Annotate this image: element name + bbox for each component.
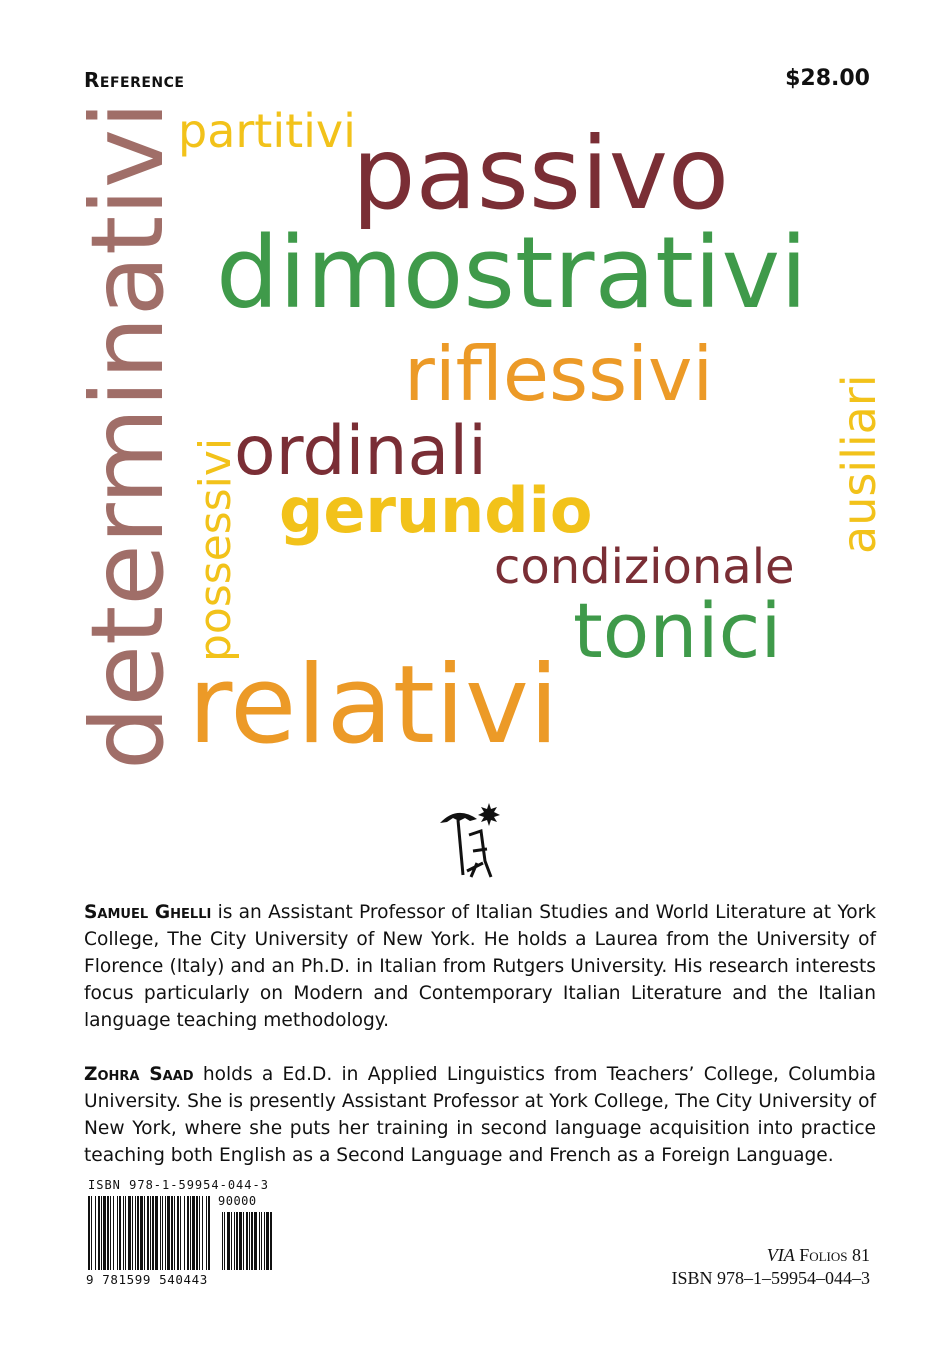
bio-samuel-ghelli — [84, 899, 876, 1034]
bio-zohra-saad — [84, 1061, 876, 1169]
barcode-supplement-bar — [224, 1212, 225, 1270]
word-ordinali: ordinali — [234, 412, 487, 491]
barcode-bar — [140, 1196, 143, 1270]
word-relativi: relativi — [188, 643, 559, 768]
barcode-bar — [174, 1196, 175, 1270]
barcode-bar — [192, 1196, 195, 1270]
barcode-bar — [187, 1196, 189, 1270]
series-via: VIA — [766, 1245, 795, 1265]
barcode-supplement-bar — [236, 1212, 238, 1270]
barcode-supplement-bar — [261, 1212, 262, 1270]
word-possessivi: possessivi — [190, 437, 241, 662]
barcode-bar — [95, 1196, 96, 1270]
word-determinativi: determinativi — [69, 101, 186, 770]
barcode-bar — [152, 1196, 154, 1270]
barcode-supplement-bar — [251, 1212, 253, 1270]
barcode-supplement-bar — [249, 1212, 250, 1270]
price-label: $28.00 — [785, 66, 870, 91]
series-number: 81 — [852, 1245, 870, 1265]
barcode-ean-digits: 9 781599 540443 — [86, 1272, 208, 1287]
barcode-bar — [132, 1196, 133, 1270]
barcode-bar — [117, 1196, 118, 1270]
barcode-bar — [150, 1196, 151, 1270]
barcode-bar — [155, 1196, 158, 1270]
barcode-supplement-bar — [222, 1212, 223, 1270]
barcode-bar — [91, 1196, 92, 1270]
author-name: Samuel Ghelli — [84, 902, 212, 923]
barcode-bar — [107, 1196, 109, 1270]
barcode-bar — [101, 1196, 102, 1270]
barcode-bar — [98, 1196, 100, 1270]
beach-umbrella-chair-logo — [437, 801, 501, 879]
barcode-supplement-bar — [270, 1212, 272, 1270]
barcode-bar — [171, 1196, 173, 1270]
barcode-supplement-bar — [243, 1212, 244, 1270]
barcode-supplement-bar — [239, 1212, 242, 1270]
barcode-supplement-bar — [231, 1212, 232, 1270]
barcode-bar — [199, 1196, 200, 1270]
word-dimostrativi: dimostrativi — [216, 216, 808, 331]
word-gerundio: gerundio — [279, 474, 593, 547]
chair-icon — [467, 831, 491, 877]
barcode-supplement-bar — [264, 1212, 265, 1270]
barcode-bar — [144, 1196, 145, 1270]
barcode-bar — [88, 1196, 90, 1270]
barcode — [88, 1196, 274, 1274]
barcode-supplement-bar — [227, 1212, 230, 1270]
word-ausiliari: ausiliari — [832, 374, 886, 554]
barcode-isbn-label: ISBN 978-1-59954-044-3 — [88, 1178, 269, 1192]
barcode-bar — [202, 1196, 203, 1270]
word-tonici: tonici — [573, 586, 782, 675]
barcode-supplement-bar — [254, 1212, 257, 1270]
barcode-bar — [162, 1196, 163, 1270]
word-partitivi: partitivi — [178, 104, 356, 158]
word-riflessivi: riflessivi — [404, 330, 714, 418]
barcode-bar — [160, 1196, 161, 1270]
barcode-bar — [208, 1196, 210, 1270]
barcode-bar — [135, 1196, 136, 1270]
barcode-supplement-bar — [246, 1212, 248, 1270]
author-name: Zohra Saad — [84, 1064, 194, 1085]
barcode-supplement-bar — [234, 1212, 235, 1270]
sun-icon — [478, 803, 500, 826]
bio-text: is an Assistant Professor of Italian Studies and World Literature at York College, The City University of New York. He holds a Laurea from the University of Florence (Italy) and an Ph.D. in Italian from Rutgers University. His research interests focus particularly on Modern and Contemporary Italian Literature and the Italian language teaching methodology. — [84, 902, 876, 1031]
barcode-supplement-digits: 90000 — [218, 1194, 257, 1208]
barcode-bar — [103, 1196, 106, 1270]
word-condizionale: condizionale — [494, 539, 795, 595]
word-passivo: passivo — [352, 115, 730, 232]
barcode-bar — [147, 1196, 149, 1270]
barcode-bar — [177, 1196, 179, 1270]
isbn-text: ISBN 978–1–59954–044–3 — [671, 1268, 870, 1288]
barcode-supplement-bar — [259, 1212, 260, 1270]
barcode-bar — [165, 1196, 166, 1270]
barcode-bar — [123, 1196, 124, 1270]
bio-text: holds a Ed.D. in Applied Linguistics from Teachers’ College, Columbia University. She is presently Assistant Professor at York College, The City University of New York, where she puts her training in second language acquisition into practice teaching both English as a Second Language and French as a Foreign Language. — [84, 1064, 877, 1166]
barcode-bar — [119, 1196, 121, 1270]
series-info — [767, 1245, 870, 1266]
barcode-bar — [137, 1196, 139, 1270]
category-label: Reference — [84, 68, 185, 92]
barcode-bar — [128, 1196, 131, 1270]
barcode-bar — [110, 1196, 111, 1270]
barcode-bar — [184, 1196, 185, 1270]
barcode-bar — [190, 1196, 191, 1270]
barcode-bar — [125, 1196, 126, 1270]
barcode-bar — [206, 1196, 207, 1270]
barcode-bar — [196, 1196, 198, 1270]
barcode-bar — [113, 1196, 114, 1270]
barcode-bar — [180, 1196, 181, 1270]
series-folios: Folios — [799, 1245, 848, 1265]
umbrella-pole — [458, 820, 463, 875]
barcode-supplement-bar — [266, 1212, 269, 1270]
barcode-bar — [167, 1196, 170, 1270]
